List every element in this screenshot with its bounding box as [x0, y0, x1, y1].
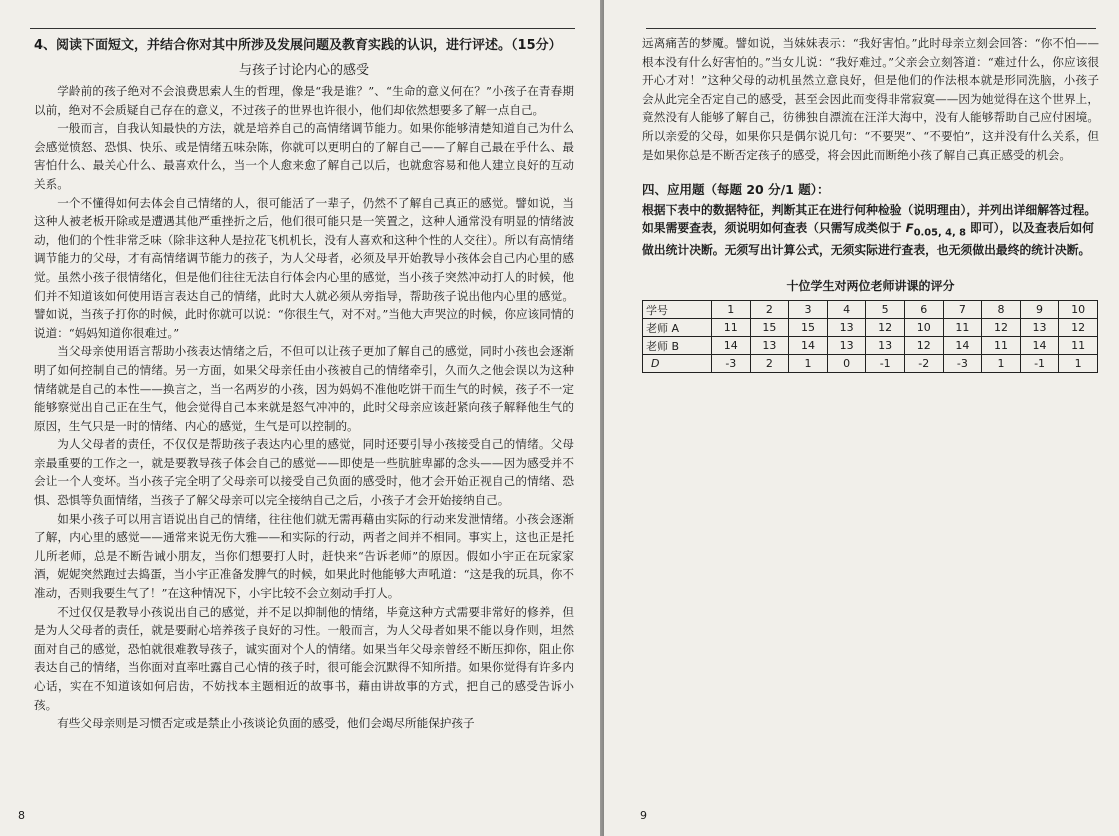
table-cell: 0 — [827, 355, 866, 373]
article-paragraph: 如果小孩子可以用言语说出自己的情绪，往往他们就无需再藉由实际的行动来发泄情绪。小孩会逐渐了解，内心里的感觉——通常来说无伤大雅——和实际的行动，两者之间并不相同。事实上，这也正是托儿所老师，总是不断告诫小朋友，当你们想要打人时，赶快来“告诉老师”的原因。假如小宇正在玩家家酒，妮妮突然跑过去捣蛋，当小宇正准备发脾气的时候，如果此时他能够大声吼道：“这是我的玩具，你不准动，否则我要生气了！”在这种情况下，小宇比较不会立刻动手打人。 — [34, 511, 574, 601]
table-cell: 14 — [789, 337, 828, 355]
table-cell: 12 — [982, 319, 1021, 337]
row-label: 学号 — [643, 301, 712, 319]
table-cell: 13 — [827, 319, 866, 337]
article-continuation: 远离痛苦的梦魇。譬如说，当妹妹表示：“我好害怕。”此时母亲立刻会回答：“你不怕——根本没有什么好害怕的。”当女儿说：“我好难过。”父亲会立刻答道：“难过什么，你应该很开心才对！”这种父母的动机虽然立意良好，但是他们的作法根本就是形同洗脑，小孩子会从此完全否定自己的感受，甚至会因此而变得非常寂寞——因为她觉得在这个世界上，竟然没有人能够了解自己，彷彿独自漂流在汪洋大海中，没有人能够帮助自己应付困境。所以亲爱的父母，如果你只是偶尔说几句：“不要哭”、“不要怕”，这并没有什么关系，但是如果你总是不断否定孩子的感受，将会因此而断绝小孩了解自己真正感受的机会。 — [642, 36, 1099, 162]
row-label: D — [643, 355, 712, 373]
header-rule-right — [646, 28, 1096, 29]
section-title: 四、应用题（每题 20 分/1 题）： — [642, 182, 830, 198]
f-subscript: 0.05, 4, 8 — [913, 227, 966, 239]
table-cell: 4 — [827, 301, 866, 319]
table-cell: 1 — [1059, 355, 1098, 373]
table-cell: 10 — [904, 319, 943, 337]
table-cell: 8 — [982, 301, 1021, 319]
table-cell: 14 — [1020, 337, 1059, 355]
table-cell: 2 — [750, 301, 789, 319]
instructions-part-2: 即可），以及查表后如何做出统计决断。无须写出计算公式，无须实际进行查表，也无须做出最终的统计决断。 — [642, 220, 1094, 257]
article-paragraph: 有些父母亲则是习惯否定或是禁止小孩谈论负面的感受，他们会竭尽所能保护孩子 — [57, 716, 475, 731]
page-number-left: 8 — [18, 809, 25, 822]
table-cell: 13 — [866, 337, 905, 355]
table-cell: 2 — [750, 355, 789, 373]
table-cell: 15 — [789, 319, 828, 337]
table-cell: 9 — [1020, 301, 1059, 319]
article-paragraph: 为人父母者的责任，不仅仅是帮助孩子表达内心里的感觉，同时还要引导小孩接受自己的情绪。父母亲最重要的工作之一，就是要教导孩子体会自己的感觉——即使是一些肮脏卑鄙的念头——因为感受并不会让一个人变坏。当小孩子完全明了父母亲可以接受自己负面的感受时，他才会开始正视自己的情绪、恐惧、恐惧等负面情绪，当孩子了解父母亲可以完全接纳自己之后，小孩子才会开始接纳自己。 — [34, 437, 574, 508]
table-cell: 1 — [982, 355, 1021, 373]
table-row — [643, 337, 1098, 355]
right-page — [604, 0, 1119, 836]
table-cell: 14 — [943, 337, 982, 355]
table-cell: 3 — [789, 301, 828, 319]
table-cell: -1 — [866, 355, 905, 373]
article-paragraph: 当父母亲使用语言帮助小孩表达情绪之后，不但可以让孩子更加了解自己的感觉，同时小孩也会逐渐明了如何控制自己的情绪。另一方面，如果父母亲任由小孩被自己的情绪牵引，久而久之他会误以为这种情绪就是自己的本性——换言之，当一名两岁的小孩，因为妈妈不准他吃饼干而生气的时候，孩子不一定能够察觉出自己正在生气，他会觉得自己本来就是怒气冲冲的，此时父母亲应该赶紧向孩子解释他生气的原因，生气只是一时的情绪、内心的感觉，生气是可以控制的。 — [34, 344, 574, 433]
table-cell: 1 — [789, 355, 828, 373]
table-cell: -3 — [712, 355, 751, 373]
table-cell: 12 — [866, 319, 905, 337]
table-cell: 12 — [1059, 319, 1098, 337]
question-heading: 4、阅读下面短文，并结合你对其中所涉及发展问题及教育实践的认识，进行评述。（15分） — [34, 38, 562, 53]
table-cell: -1 — [1020, 355, 1059, 373]
table-cell: 12 — [904, 337, 943, 355]
article-paragraph: 一个不懂得如何去体会自己情绪的人，很可能活了一辈子，仍然不了解自己真正的感觉。譬如说，当这种人被老板开除或是遭遇其他严重挫折之后，他们很可能只是一笑置之，这种人通常没有明显的情绪波动，他们的个性非常乏味（除非这种人是拉花飞机机长，没有人喜欢和这种个性的人交往）。所以有高情绪调节能力的父母，才有高情绪调节能力的孩子，为人父母者，必须及早开始教导小孩体会自己内心里的感觉。虽然小孩子很情绪化，但是他们往往无法自行体会内心里的感觉，当小孩子突然冲动打人的时候，他们并不知道该如何使用语言表达自己的情绪，此时大人就必须从旁指导，帮助孩子说出他内心里的感觉。譬如说，当孩子打你的时候，此时你就可以说：“你很生气，对不对。”当他大声哭泣的时候，你应该同情的说道：“妈妈知道你很难过。” — [34, 195, 574, 340]
table-cell: -3 — [943, 355, 982, 373]
table-cell: 13 — [750, 337, 789, 355]
article-paragraph: 学龄前的孩子绝对不会浪费思索人生的哲理，像是“我是谁？”、“生命的意义何在？”小孩子在青春期以前，绝对不会质疑自己存在的意义，不过孩子的世界也许很小，他们却依然想要多了解一点自己。 — [34, 84, 574, 117]
table-cell: 6 — [904, 301, 943, 319]
table-cell: 11 — [1059, 337, 1098, 355]
table-cell: 11 — [712, 319, 751, 337]
table-cell: 15 — [750, 319, 789, 337]
table-cell: 11 — [943, 319, 982, 337]
table-cell: 1 — [712, 301, 751, 319]
score-table — [642, 300, 1098, 373]
header-rule-left — [30, 28, 575, 29]
table-row — [643, 301, 1098, 319]
table-row — [643, 355, 1098, 373]
table-cell: 7 — [943, 301, 982, 319]
section-instructions — [642, 202, 1099, 259]
table-row — [643, 319, 1098, 337]
table-cell: 11 — [982, 337, 1021, 355]
table-cell: -2 — [904, 355, 943, 373]
article-paragraph: 不过仅仅是教导小孩说出自己的感觉，并不足以抑制他的情绪，毕竟这种方式需要非常好的修养，但是为人父母者的责任，就是要耐心培养孩子良好的习性。一般而言，为人父母者如果不能以身作则，坦然面对自己的感觉，恐怕就很难教导孩子，诚实面对个人的情绪。如果当年父母亲曾经不断压抑你，阻止你表达自己的情绪，当你面对直率吐露自己心情的孩子时，很可能会沉默得不知所措。如果你觉得有许多内心话，实在不知道该如何启齿，不妨找本主题相近的故事书，藉由讲故事的方式，把自己的感受告诉小孩。 — [34, 604, 574, 712]
row-label: 老师 B — [643, 337, 712, 355]
table-cell: 5 — [866, 301, 905, 319]
table-cell: 13 — [827, 337, 866, 355]
table-cell: 14 — [712, 337, 751, 355]
instructions-part-1: 根据下表中的数据特征，判断其正在进行何种检验（说明理由），并列出详细解答过程。如果需要查表，须说明如何查表（只需写成类似于 — [642, 203, 1097, 235]
row-label: 老师 A — [643, 319, 712, 337]
table-caption: 十位学生对两位老师讲课的评分 — [786, 279, 955, 294]
page-number-right: 9 — [640, 809, 647, 822]
article-title: 与孩子讨论内心的感受 — [238, 63, 369, 78]
article-paragraph: 一般而言，自我认知最快的方法，就是培养自己的高情绪调节能力。如果你能够清楚知道自己为什么会感觉愤怒、恐惧、快乐、或是情绪五味杂陈，你就可以更明白的了解自己——了解自己最在乎什么、最害怕什么、最关心什么、最喜欢什么，当一个人愈来愈了解自己以后，也就愈容易和他人建立良好的互动关系。 — [34, 121, 574, 191]
table-cell: 10 — [1059, 301, 1098, 319]
f-symbol: F — [905, 220, 914, 235]
table-cell: 13 — [1020, 319, 1059, 337]
